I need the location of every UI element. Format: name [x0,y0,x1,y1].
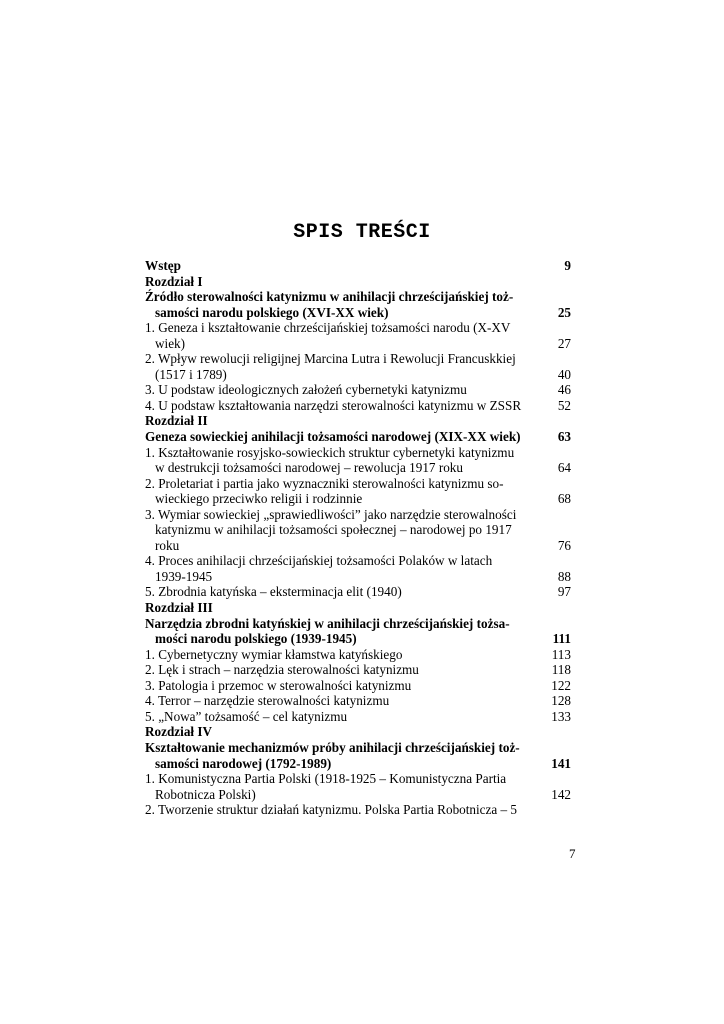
toc-entry-line: 1. Cybernetyczny wymiar kłamstwa katyńskiego [145,646,403,662]
toc-entry-line: 2. Tworzenie struktur działań katynizmu. Polska Partia Robotnicza – 5 [145,802,518,818]
toc-entry-text [145,771,551,802]
toc-entry [145,476,571,507]
toc-page-number: 25 [557,304,571,320]
toc-entry-line: 5. Zbrodnia katyńska – eksterminacja elit (1940) [145,584,402,600]
toc-entry-line: 2. Wpływ rewolucji religijnej Marcina Lutra i Rewolucji Francuskkiej [145,351,516,367]
toc-entry [145,709,571,725]
toc-entry-line: 4. U podstaw kształtowania narzędzi sterowalności katynizmu w ZSSR [145,397,522,413]
toc-heading [145,429,571,445]
table-of-contents [145,258,571,818]
toc-heading [145,274,571,290]
toc-entry-text [145,724,555,740]
toc-entry-text [145,662,552,678]
toc-entry-line: Kształtowanie mechanizmów próby anihilacji chrześcijańskiej toż- [145,739,520,755]
toc-page-number: 63 [557,429,571,445]
toc-entry-text [145,398,555,414]
toc-heading [145,724,571,740]
toc-entry-line: Rozdział IV [145,724,213,740]
toc-page-number: 64 [557,460,571,476]
toc-entry [145,445,571,476]
toc-entry-line: Geneza sowieckiej anihilacji tożsamości narodowej (XIX-XX wiek) [145,429,521,445]
toc-entry-line: Narzędzia zbrodni katyńskiej w anihilacji chrześcijańskiej tożsa- [145,615,510,631]
toc-entry-line: Rozdział I [145,273,203,289]
toc-entry [145,647,571,663]
toc-entry-text [145,274,555,290]
toc-entry-text [145,693,551,709]
toc-entry-text [145,382,555,398]
toc-entry-line: 3. U podstaw ideologicznych założeń cybernetyki katynizmu [145,382,467,398]
toc-entry-line: 4. Proces anihilacji chrześcijańskiej tożsamości Polaków w latach [145,553,493,569]
toc-entry-text [145,429,555,445]
toc-entry-text [145,445,555,476]
toc-entry-line: 2. Lęk i strach – narzędzia sterowalności katynizmu [145,662,419,678]
toc-heading [145,258,571,274]
toc-entry-text [145,507,555,554]
toc-entry-text [145,258,555,274]
toc-entry-text [145,709,551,725]
toc-page-number: 9 [564,258,571,273]
toc-entry [145,662,571,678]
toc-entry-line: 1. Geneza i kształtowanie chrześcijańskiej tożsamości narodu (X-XV [145,320,511,336]
toc-entry-text [145,553,555,584]
toc-entry-text [145,600,555,616]
toc-page-number: 118 [551,662,571,678]
toc-entry-line: 1939-1945 [155,568,213,584]
toc-entry [145,507,571,554]
toc-entry-line: 3. Patologia i przemoc w sterowalności katynizmu [145,677,412,693]
toc-entry [145,382,571,398]
toc-entry-line: w destrukcji tożsamości narodowej – rewolucja 1917 roku [155,460,463,476]
toc-page-number: 97 [557,584,571,600]
toc-page-number: 52 [557,397,571,413]
toc-entry-line: wiek) [155,335,186,351]
toc-entry [145,351,571,382]
toc-page-number: 76 [557,537,571,553]
toc-entry-line: 5. „Nowa” tożsamość – cel katynizmu [145,708,348,724]
toc-entry-line: wieckiego przeciwko religii i rodzinnie [155,491,363,507]
toc-entry-line: 4. Terror – narzędzie sterowalności katynizmu [145,693,390,709]
toc-entry [145,802,571,818]
toc-entry-text [145,647,552,663]
toc-entry-line: samości narodowej (1792-1989) [155,755,332,771]
toc-entry-text [145,678,551,694]
toc-heading [145,616,571,647]
toc-entry-text [145,476,555,507]
page-title: SPIS TREŚCI [293,221,431,244]
toc-page-number: 40 [557,366,571,382]
toc-entry-text [145,802,555,818]
toc-entry-line: 1. Komunistyczna Partia Polski (1918-1925 – Komunistyczna Partia [145,771,507,787]
toc-entry [145,584,571,600]
toc-entry-line: samości narodu polskiego (XVI-XX wiek) [155,304,389,320]
toc-heading [145,289,571,320]
toc-page-number: 142 [551,786,571,802]
toc-page-number: 128 [551,693,571,709]
toc-page-number: 133 [551,708,571,724]
toc-heading [145,413,571,429]
toc-page-number: 113 [551,646,571,662]
toc-heading [145,600,571,616]
toc-entry-line: (1517 i 1789) [155,366,227,382]
toc-entry-text [145,351,555,382]
toc-page-number: 46 [557,382,571,398]
toc-page-number: 141 [551,755,571,771]
toc-entry-line: 2. Proletariat i partia jako wyznaczniki sterowalności katynizmu so- [145,475,504,491]
toc-entry-line: 1. Kształtowanie rosyjsko-sowieckich struktur cybernetyki katynizmu [145,444,515,460]
toc-entry-line: katynizmu w anihilacji tożsamości społecznej – narodowej po 1917 [155,522,512,538]
toc-entry [145,320,571,351]
toc-page-number: 27 [557,335,571,351]
toc-page-number: 111 [552,631,571,647]
toc-entry-text [145,413,555,429]
toc-entry [145,693,571,709]
toc-entry-line: Źródło sterowalności katynizmu w anihilacji chrześcijańskiej toż- [145,289,514,305]
toc-entry [145,678,571,694]
toc-entry-line: Robotnicza Polski) [155,786,256,802]
toc-page-number: 68 [557,491,571,507]
toc-entry-line: Rozdział II [145,413,208,429]
toc-entry-line: Wstęp [145,258,181,273]
toc-entry [145,771,571,802]
toc-page-number: 88 [557,568,571,584]
page-number: 7 [569,846,576,861]
toc-entry-text [145,289,555,320]
toc-entry-text [145,320,555,351]
toc-entry-line: roku [155,537,180,553]
toc-heading [145,740,571,771]
toc-entry-line: 3. Wymiar sowieckiej „sprawiedliwości” jako narzędzie sterowalności [145,506,517,522]
toc-entry [145,553,571,584]
toc-entry [145,398,571,414]
toc-entry-text [145,584,555,600]
toc-entry-text [145,616,553,647]
toc-entry-line: mości narodu polskiego (1939-1945) [155,631,357,647]
toc-entry-text [145,740,551,771]
toc-entry-line: Rozdział III [145,600,213,616]
toc-page-number: 122 [551,677,571,693]
